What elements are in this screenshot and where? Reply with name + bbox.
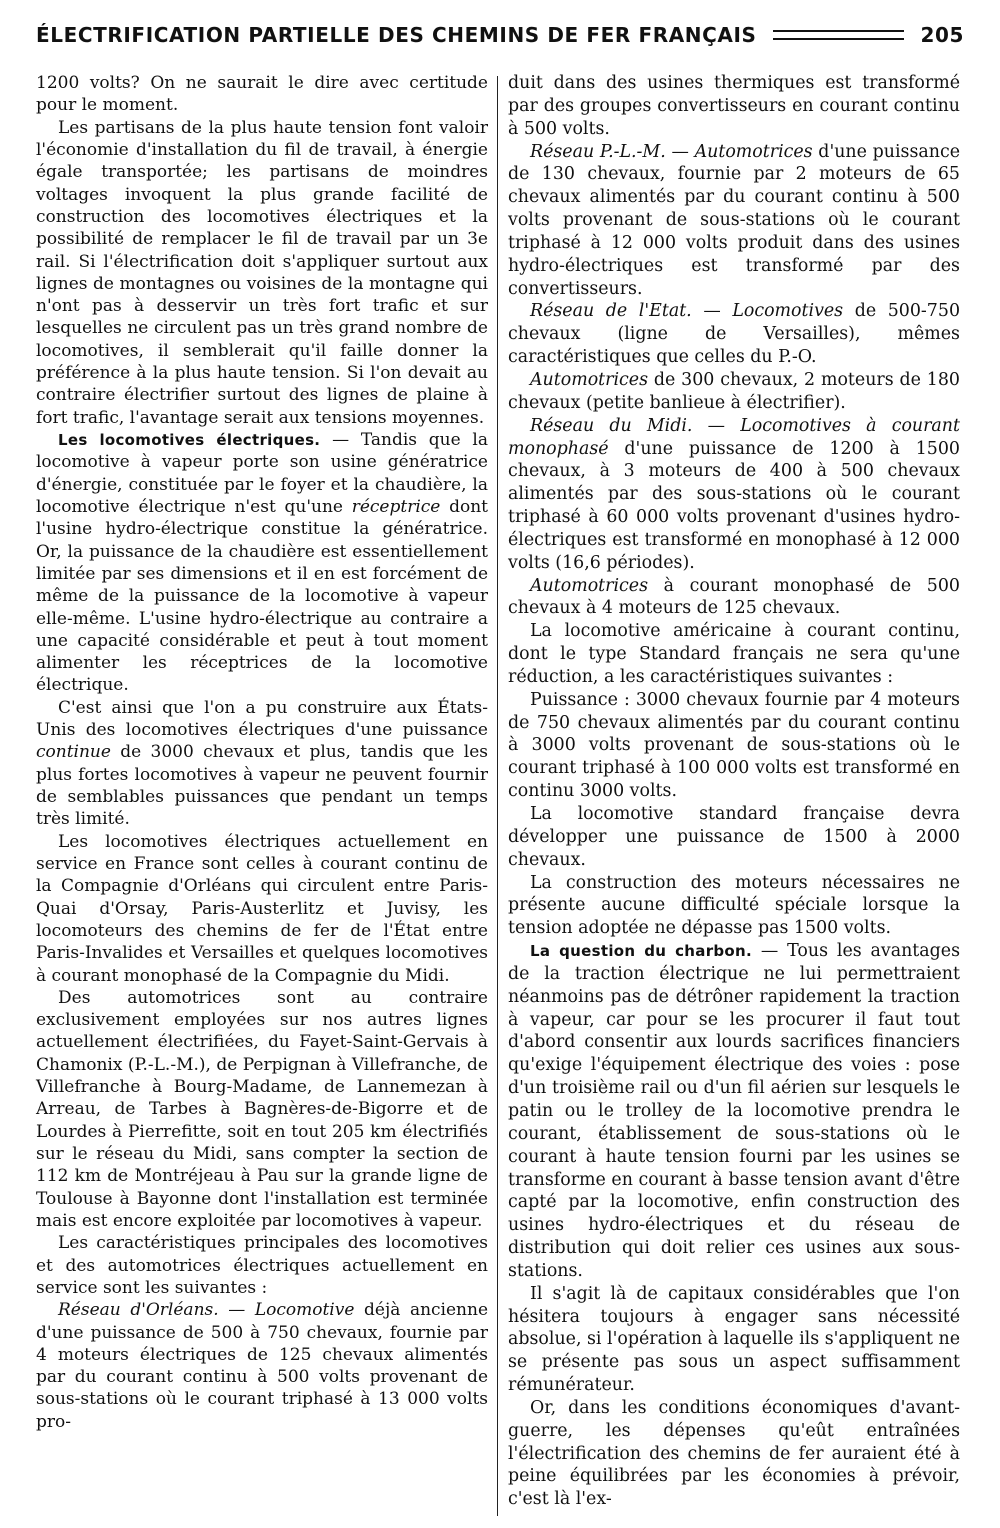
paragraph	[36, 697, 488, 831]
emphasis: Automotrices	[530, 369, 648, 390]
paragraph: La locomotive standard française devra développer une puissance de 1500 à 2000 chevaux.	[508, 804, 960, 870]
paragraph	[508, 300, 960, 369]
section-heading: Les locomotives électriques.	[58, 431, 321, 449]
paragraph: La construction des moteurs nécessaires ne présente aucune difficulté spéciale lorsque la tension adoptée ne dépasse pas 1500 volts.	[508, 872, 960, 939]
paragraph: duit dans des usines thermiques est transformé par des groupes convertisseurs en courant continu à 500 volts.	[508, 73, 960, 139]
paragraph	[508, 141, 960, 301]
header-double-rule	[773, 30, 905, 40]
text-run: —	[218, 1300, 255, 1321]
text-run: de 300 chevaux, 2 moteurs de 180 chevaux (petite banlieue à électrifier).	[508, 369, 960, 413]
emphasis: Réseau du Midi.	[530, 415, 693, 436]
text-run: d'une puissance de 1200 à 1500 chevaux, à 3 moteurs de 400 à 500 chevaux alimentés par des sous-stations où le courant triphasé à 60 000 volts provenant d'usines hydro-électriques est transformé en monophasé à 12 000 volts (16,6 périodes).	[508, 438, 960, 573]
paragraph: Il s'agit là de capitaux considérables que l'on hésitera toujours à engager sans nécessité absolue, si l'opération à laquelle ils s'appliquent ne se présente pas sous un aspect suffisamment rémunérateur.	[508, 1283, 960, 1396]
emphasis: Réseau de l'Etat.	[530, 301, 692, 322]
running-title: ÉLECTRIFICATION PARTIELLE DES CHEMINS DE FER FRANÇAIS	[36, 23, 757, 47]
text-run: C'est ainsi que l'on a pu construire aux États-Unis des locomotives électriques d'une puissance	[36, 697, 488, 741]
text-run: — Tandis que la locomotive à vapeur porte son usine génératrice d'énergie, constituée par le foyer et la chaudière, la locomotive électrique n'est qu'une	[36, 430, 488, 517]
right-column	[508, 72, 960, 1516]
column-divider	[497, 76, 498, 1516]
paragraph: Puissance : 3000 chevaux fournie par 4 moteurs de 750 chevaux alimentés par du courant continu à 3000 volts provenant de sous-stations où le courant triphasé à 100 000 volts est transformé en continu 3000 volts.	[508, 689, 960, 802]
text-run: déjà ancienne d'une puissance de 500 à 750 chevaux, fournie par 4 moteurs électriques de 125 chevaux alimentés par du courant continu à 500 volts provenant de sous-stations où le courant triphasé à 13 000 volts pro-	[36, 1300, 489, 1432]
paragraph	[508, 415, 960, 575]
text-run: —	[665, 141, 695, 162]
emphasis: Automotrices	[530, 575, 648, 596]
text-run: de 3000 chevaux et plus, tandis que les plus fortes locomotives à vapeur ne peuvent fournir de semblables puissances que pendant un temps très limité.	[36, 742, 488, 830]
left-column	[36, 72, 488, 1516]
text-run: dont l'usine hydro-électrique constitue la génératrice. Or, la puissance de la chaudière est essentiellement limitée par ses dimensions et il en est forcément de même de la puissance de la locomotive à vapeur elle-même. L'usine hydro-électrique au contraire a une capacité considérable et peut à tout moment alimenter les réceptrices de la locomotive électrique.	[36, 496, 488, 696]
paragraph: Or, dans les conditions économiques d'avant-guerre, les dépenses qu'eût entraînées l'électrification des chemins de fer auraient été à peine équilibrées par les économies à prévoir, c'est là l'ex-	[508, 1397, 960, 1510]
emphasis: continue	[36, 742, 111, 763]
emphasis: Automotrices	[694, 141, 813, 162]
text-run: de 500-750 chevaux (ligne de Versailles), mêmes caractéristiques que celles du P.-O.	[508, 301, 961, 368]
emphasis: Locomotive	[254, 1300, 355, 1321]
emphasis: Locomotives à courant monophasé	[508, 415, 960, 459]
paragraph	[508, 369, 960, 415]
emphasis: Réseau P.-L.-M.	[530, 141, 666, 162]
paragraph	[36, 1299, 488, 1433]
text-run: à courant monophasé de 500 chevaux à 4 moteurs de 125 chevaux.	[508, 575, 960, 619]
paragraph	[508, 575, 960, 621]
text-run: — Tous les avantages de la traction électrique ne lui permettraient néanmoins pas de détrôner rapidement la traction à vapeur, car pour se les procurer il faut tout d'abord consentir aux lourds sacrifices financiers qu'exige l'équipement électrique des voies : pose d'un troisième rail ou d'un fil aérien sur lesquels le patin ou le trolley de la locomotive prendra le courant, établissement de sous-stations où le courant à haute tension fourni par les usines se transforme en courant à basse tension avant d'être capté par la locomotive, enfin construction des usines hydro-électriques et du réseau de distribution qui doit relier ces usines aux sous-stations.	[508, 941, 960, 1281]
paragraph: 1200 volts? On ne saurait le dire avec certitude pour le moment.	[36, 73, 488, 116]
emphasis: Locomotives	[732, 301, 844, 322]
text-run: —	[691, 301, 733, 322]
emphasis: Réseau d'Orléans.	[58, 1300, 219, 1321]
text-run: —	[692, 415, 741, 436]
paragraph	[508, 940, 960, 1283]
text-run: d'une puissance de 130 chevaux, fournie par 2 moteurs de 65 chevaux alimentés par du courant continu à 500 volts provenant de sous-stations où le courant triphasé à 12 000 volts produit dans des usines hydro-électriques est transformé par des convertisseurs.	[508, 141, 960, 299]
paragraph	[36, 429, 488, 697]
page-number: 205	[920, 23, 964, 47]
paragraph: Des automotrices sont au contraire exclusivement employées sur nos autres lignes actuellement électrifiées, du Fayet-Saint-Gervais à Chamonix (P.-L.-M.), de Perpignan à Villefranche, de Villefranche à Bourg-Madame, de Lannemezan à Arreau, de Tarbes à Bagnères-de-Bigorre et de Lourdes à Pierrefitte, soit en tout 205 km électrifiés sur le réseau du Midi, sans compter la section de 112 km de Montréjeau à Pau sur la grande ligne de Toulouse à Bayonne dont l'installation est terminée mais est encore exploitée par locomotives à vapeur.	[36, 987, 488, 1231]
section-heading: La question du charbon.	[530, 942, 753, 961]
running-header	[36, 20, 964, 50]
emphasis: réceptrice	[351, 496, 441, 517]
paragraph: Les locomotives électriques actuellement en service en France sont celles à courant continu de la Compagnie d'Orléans qui circulent entre Paris-Quai d'Orsay, Paris-Austerlitz et Juvisy, les locomoteurs des chemins de fer de l'État entre Paris-Invalides et Versailles et quelques locomotives à courant monophasé de la Compagnie du Midi.	[36, 831, 488, 986]
paragraph: Les caractéristiques principales des locomotives et des automotrices électriques actuellement en service sont les suivantes :	[36, 1233, 488, 1298]
paragraph: La locomotive américaine à courant continu, dont le type Standard français ne sera qu'une réduction, a les caractéristiques suivantes :	[508, 621, 960, 687]
paragraph: Les partisans de la plus haute tension font valoir l'économie d'installation du fil de travail, à énergie égale transportée; les partisans de moindres voltages invoquent la plus grande facilité de construction des locomotives électriques et la possibilité de remplacer le fil de travail par un 3e rail. Si l'électrification doit s'appliquer surtout aux lignes de montagnes ou voisines de la montagne qui n'ont pas à desservir un très fort trafic et sur lesquelles ne circulent pas un très grand nombre de locomotives, il semblerait qu'il faille donner la préférence à la plus haute tension. Si l'on devait au contraire électrifier surtout des lignes de plaine à fort trafic, l'avantage serait aux tensions moyennes.	[36, 117, 488, 428]
